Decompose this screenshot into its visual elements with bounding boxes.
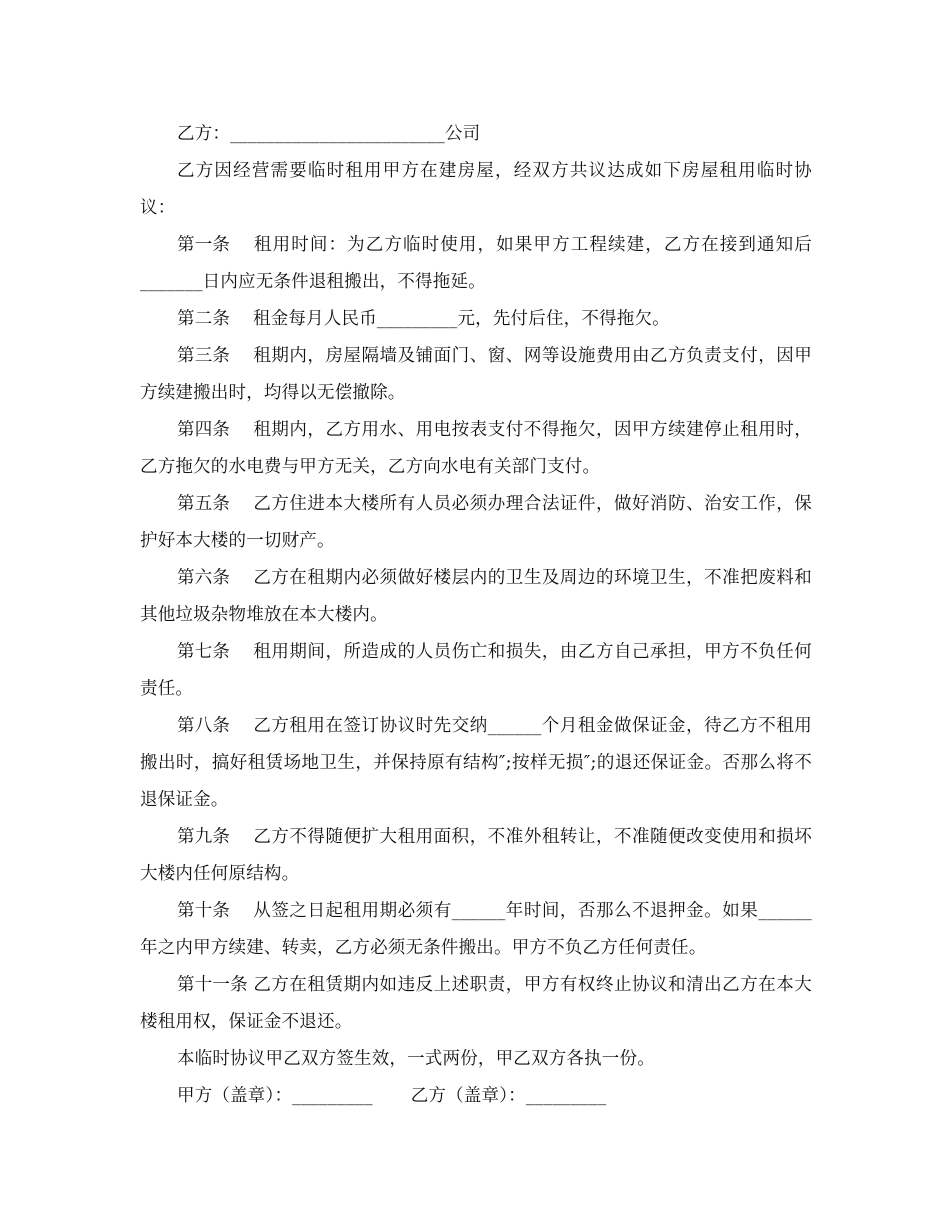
article-text: 乙方在租赁期内如违反上述职责，甲方有权终止协议和清出乙方在本大楼租用权，保证金不退还。 (140, 975, 812, 1032)
article-label: 第七条 (177, 642, 231, 662)
article-text: 乙方租用在签订协议时先交纳______个月租金做保证金，待乙方不租用搬出时，搞好租赁场地卫生，并保持原有结构″;按样无损″;的退还保证金。否那么将不退保证金。 (140, 716, 812, 810)
party-b-signature: 乙方（盖章）：_________ (410, 1086, 607, 1106)
article-7 (140, 634, 812, 708)
article-5 (140, 486, 812, 560)
article-text: 租用期间，所造成的人员伤亡和损失，由乙方自己承担，甲方不负任何责任。 (140, 642, 812, 699)
article-4 (140, 412, 812, 486)
article-text: 租期内，房屋隔墙及铺面门、窗、网等设施费用由乙方负责支付，因甲方续建搬出时，均得以无偿撤除。 (140, 346, 812, 403)
article-8 (140, 708, 812, 819)
article-label: 第六条 (177, 568, 231, 588)
article-label: 第四条 (177, 420, 231, 440)
party-b-line: 乙方：________________________公司 (177, 124, 481, 144)
article-3 (140, 338, 812, 412)
agreement-body (140, 116, 812, 1115)
article-2 (140, 301, 812, 338)
article-label: 第二条 (177, 309, 231, 329)
article-label: 第十一条 (177, 975, 248, 995)
agreement-closing: 本临时协议甲乙双方签生效，一式两份，甲乙双方各执一份。 (177, 1049, 655, 1069)
article-label: 第五条 (177, 494, 231, 514)
article-text: 租用时间：为乙方临时使用，如果甲方工程续建，乙方在接到通知后_______日内应无条件退租搬出，不得拖延。 (140, 235, 812, 292)
article-text: 从签之日起租用期必须有______年时间，否那么不退押金。如果______年之内甲方续建、转卖，乙方必须无条件搬出。甲方不负乙方任何责任。 (140, 901, 812, 958)
article-text: 乙方住进本大楼所有人员必须办理合法证件，做好消防、治安工作，保护好本大楼的一切财产。 (140, 494, 812, 551)
article-label: 第三条 (177, 346, 231, 366)
article-10 (140, 893, 812, 967)
article-text: 乙方在租期内必须做好楼层内的卫生及周边的环境卫生，不准把废料和其他垃圾杂物堆放在本大楼内。 (140, 568, 812, 625)
article-1 (140, 227, 812, 301)
article-label: 第一条 (177, 235, 231, 255)
article-9 (140, 819, 812, 893)
article-text: 租金每月人民币_________元，先付后住，不得拖欠。 (253, 309, 670, 329)
article-11 (140, 967, 812, 1041)
article-label: 第八条 (177, 716, 231, 736)
article-text: 乙方不得随便扩大租用面积，不准外租转让，不准随便改变使用和损坏大楼内任何原结构。 (140, 827, 812, 884)
agreement-intro: 乙方因经营需要临时租用甲方在建房屋，经双方共议达成如下房屋租用临时协议： (140, 161, 812, 218)
article-label: 第十条 (177, 901, 231, 921)
party-a-signature: 甲方（盖章）：_________ (177, 1086, 373, 1106)
article-label: 第九条 (177, 827, 231, 847)
signature-row (140, 1078, 812, 1115)
article-6 (140, 560, 812, 634)
article-text: 租期内，乙方用水、用电按表支付不得拖欠，因甲方续建停止租用时，乙方拖欠的水电费与甲方无关，乙方向水电有关部门支付。 (140, 420, 812, 477)
